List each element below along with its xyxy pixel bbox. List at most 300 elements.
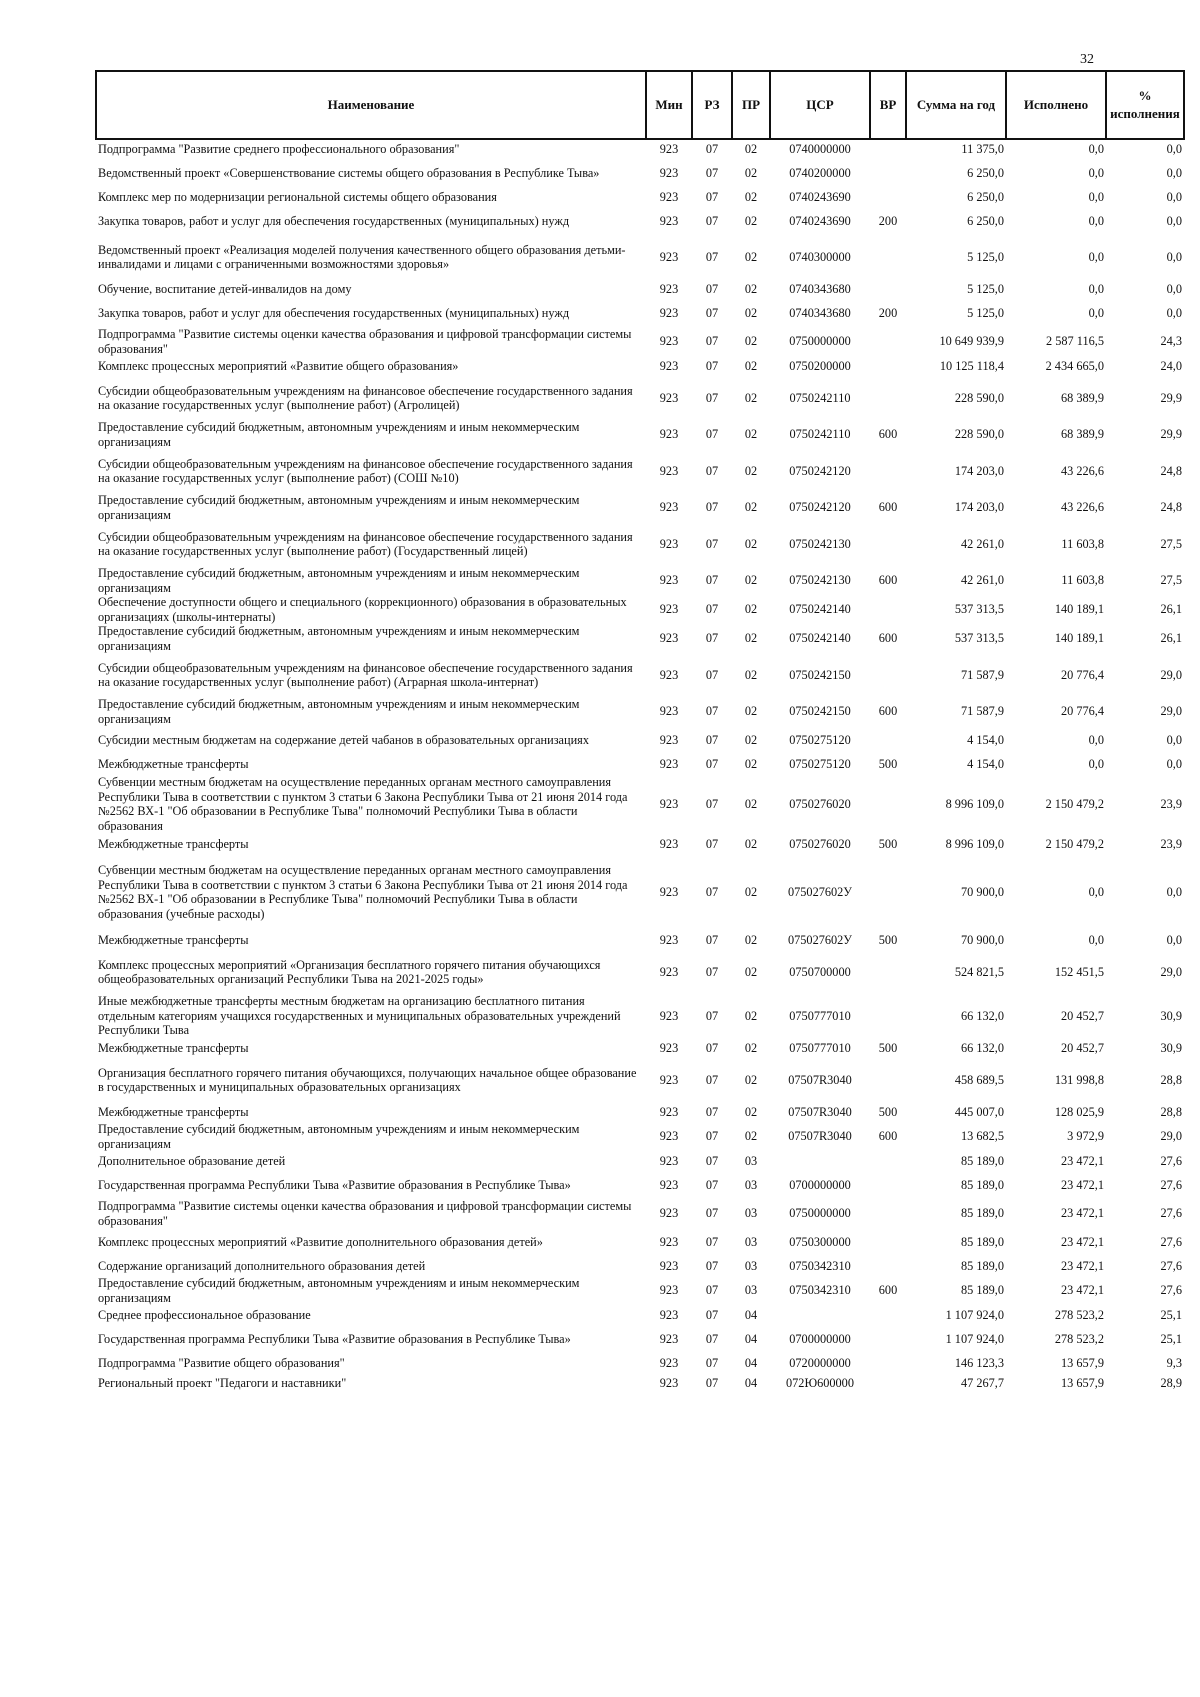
- cell-done: 43 226,6: [1060, 463, 1104, 478]
- cell-pct: 27,5: [1160, 536, 1182, 551]
- cell-pr: 03: [744, 1206, 758, 1221]
- cell-done: 20 776,4: [1060, 704, 1104, 719]
- cell-sum: 71 587,9: [960, 704, 1004, 719]
- cell-pr: 02: [744, 932, 758, 947]
- cell-vr: [870, 1058, 906, 1102]
- cell-pct: 29,0: [1160, 667, 1182, 682]
- cell-done: 0,0: [1088, 884, 1104, 899]
- cell-pct: 26,1: [1160, 602, 1182, 617]
- cell-pct: 26,1: [1160, 631, 1182, 646]
- cell-min: 923: [659, 189, 679, 204]
- cell-vr: 500: [878, 756, 898, 771]
- table-row: [96, 774, 1184, 834]
- cell-pct: 27,5: [1160, 573, 1182, 588]
- cell-pr: 02: [744, 836, 758, 851]
- cell-rz: 07: [705, 189, 719, 204]
- table-row: [96, 1199, 1184, 1228]
- table-row: [96, 327, 1184, 356]
- cell-pct: 30,9: [1160, 1040, 1182, 1055]
- cell-pct: 0,0: [1166, 884, 1182, 899]
- cell-min: 923: [659, 1355, 679, 1370]
- cell-pr: 02: [744, 1008, 758, 1023]
- cell-done: 128 025,9: [1054, 1104, 1104, 1119]
- cell-csr: 0750275120: [789, 756, 851, 771]
- cell-vr: [870, 1151, 906, 1171]
- cell-rz: 07: [705, 1008, 719, 1023]
- cell-rz: 07: [705, 165, 719, 180]
- table-row: [96, 235, 1184, 279]
- table-row: [96, 420, 1184, 449]
- cell-vr: [870, 376, 906, 420]
- cell-pr: 02: [744, 602, 758, 617]
- cell-min: 923: [659, 1375, 679, 1390]
- cell-min: 923: [659, 427, 679, 442]
- cell-name: Предоставление субсидий бюджетным, автономным учреждениям и иным некоммерческим организациям: [98, 566, 580, 595]
- cell-min: 923: [659, 884, 679, 899]
- cell-min: 923: [659, 500, 679, 515]
- cell-pr: 02: [744, 1040, 758, 1055]
- cell-sum: 85 189,0: [960, 1153, 1004, 1168]
- cell-vr: [870, 1373, 906, 1393]
- cell-min: 923: [659, 165, 679, 180]
- cell-csr: 0750242140: [789, 631, 851, 646]
- cell-done: 278 523,2: [1054, 1331, 1104, 1346]
- cell-pct: 23,9: [1160, 796, 1182, 811]
- cell-sum: 537 313,5: [954, 602, 1004, 617]
- cell-pct: 29,9: [1160, 390, 1182, 405]
- cell-pr: 02: [744, 463, 758, 478]
- cell-rz: 07: [705, 213, 719, 228]
- cell-min: 923: [659, 1258, 679, 1273]
- table-header-row: [96, 71, 1184, 139]
- cell-name: Субсидии местным бюджетам на содержание детей чабанов в образовательных организациях: [98, 732, 589, 747]
- cell-name: Подпрограмма "Развитие системы оценки качества образования и цифровой трансформации системы образования": [98, 327, 632, 356]
- cell-pct: 28,8: [1160, 1104, 1182, 1119]
- cell-csr: 0750242120: [789, 463, 851, 478]
- cell-rz: 07: [705, 142, 719, 157]
- cell-pct: 0,0: [1166, 165, 1182, 180]
- cell-rz: 07: [705, 602, 719, 617]
- cell-done: 2 587 116,5: [1046, 334, 1104, 349]
- cell-vr: 600: [878, 1129, 898, 1144]
- cell-sum: 85 189,0: [960, 1234, 1004, 1249]
- table-row: [96, 653, 1184, 697]
- cell-vr: [870, 726, 906, 754]
- cell-csr: 0750242150: [789, 704, 851, 719]
- cell-pct: 27,6: [1160, 1234, 1182, 1249]
- cell-pr: 02: [744, 142, 758, 157]
- cell-done: 23 472,1: [1060, 1206, 1104, 1221]
- cell-rz: 07: [705, 1283, 719, 1298]
- cell-rz: 07: [705, 358, 719, 373]
- cell-csr: 0750242120: [789, 500, 851, 515]
- cell-rz: 07: [705, 704, 719, 719]
- cell-min: 923: [659, 796, 679, 811]
- cell-name: Предоставление субсидий бюджетным, автономным учреждениям и иным некоммерческим организациям: [98, 1276, 580, 1305]
- table-row: [96, 1373, 1184, 1393]
- cell-csr: [770, 1305, 870, 1325]
- cell-sum: 1 107 924,0: [945, 1307, 1004, 1322]
- cell-pct: 30,9: [1160, 1008, 1182, 1023]
- cell-csr: 0740343680: [789, 305, 851, 320]
- cell-min: 923: [659, 142, 679, 157]
- cell-done: 2 150 479,2: [1045, 796, 1104, 811]
- cell-vr: 600: [878, 427, 898, 442]
- cell-rz: 07: [705, 1072, 719, 1087]
- cell-vr: 600: [878, 500, 898, 515]
- cell-min: 923: [659, 1177, 679, 1192]
- cell-done: 11 603,8: [1061, 573, 1104, 588]
- table-row: [96, 854, 1184, 930]
- cell-rz: 07: [705, 1129, 719, 1144]
- cell-pct: 24,8: [1160, 500, 1182, 515]
- cell-vr: 600: [878, 704, 898, 719]
- table-row: [96, 299, 1184, 327]
- cell-done: 278 523,2: [1054, 1307, 1104, 1322]
- table-row: [96, 1256, 1184, 1276]
- cell-pr: 02: [744, 667, 758, 682]
- cell-csr: 0750000000: [789, 334, 851, 349]
- cell-min: 923: [659, 390, 679, 405]
- cell-rz: 07: [705, 756, 719, 771]
- cell-pr: 03: [744, 1234, 758, 1249]
- cell-vr: [870, 356, 906, 376]
- cell-name: Предоставление субсидий бюджетным, автономным учреждениям и иным некоммерческим организациям: [98, 420, 580, 449]
- cell-csr: 0750275120: [789, 732, 851, 747]
- cell-pr: 02: [744, 427, 758, 442]
- cell-pr: 02: [744, 1129, 758, 1144]
- cell-name: Субсидии общеобразовательным учреждениям на финансовое обеспечение государственного задания на оказание государственных услуг (выполнение работ) (Государственный лицей): [98, 529, 633, 558]
- cell-pr: 02: [744, 964, 758, 979]
- cell-name: Региональный проект "Педагоги и наставники": [98, 1375, 347, 1390]
- cell-csr: 0700000000: [789, 1177, 851, 1192]
- table-row: [96, 930, 1184, 950]
- cell-pr: 02: [744, 358, 758, 373]
- cell-sum: 8 996 109,0: [945, 836, 1004, 851]
- table-row: [96, 595, 1184, 624]
- cell-min: 923: [659, 358, 679, 373]
- cell-done: 0,0: [1088, 732, 1104, 747]
- cell-rz: 07: [705, 932, 719, 947]
- table-row: [96, 522, 1184, 566]
- cell-pct: 0,0: [1166, 932, 1182, 947]
- cell-done: 0,0: [1088, 249, 1104, 264]
- cell-pct: 25,1: [1160, 1331, 1182, 1346]
- cell-vr: 500: [878, 1040, 898, 1055]
- cell-pr: 04: [744, 1307, 758, 1322]
- cell-pct: 24,0: [1160, 358, 1182, 373]
- cell-name: Межбюджетные трансферты: [98, 1040, 249, 1055]
- cell-done: 23 472,1: [1060, 1234, 1104, 1249]
- table-row: [96, 1228, 1184, 1256]
- table-row: [96, 1325, 1184, 1353]
- table-row: [96, 566, 1184, 595]
- cell-sum: 66 132,0: [960, 1040, 1004, 1055]
- cell-sum: 47 267,7: [960, 1375, 1004, 1390]
- cell-rz: 07: [705, 536, 719, 551]
- cell-csr: [770, 1151, 870, 1171]
- cell-name: Субсидии общеобразовательным учреждениям на финансовое обеспечение государственного задания на оказание государственных услуг (выполнение работ) (СОШ №10): [98, 456, 633, 485]
- cell-done: 2 434 665,0: [1045, 358, 1104, 373]
- cell-csr: 0750242130: [789, 573, 851, 588]
- cell-name: Комплекс процессных мероприятий «Развитие дополнительного образования детей»: [98, 1234, 543, 1249]
- table-row: [96, 1058, 1184, 1102]
- cell-done: 68 389,9: [1060, 390, 1104, 405]
- cell-rz: 07: [705, 249, 719, 264]
- cell-rz: 07: [705, 1153, 719, 1168]
- cell-min: 923: [659, 573, 679, 588]
- cell-name: Субсидии общеобразовательным учреждениям на финансовое обеспечение государственного задания на оказание государственных услуг (выполнение работ) (Агролицей): [98, 383, 633, 412]
- cell-pct: 0,0: [1166, 305, 1182, 320]
- cell-vr: [870, 854, 906, 930]
- cell-vr: 600: [878, 573, 898, 588]
- table-row: [96, 726, 1184, 754]
- cell-pr: 02: [744, 756, 758, 771]
- cell-sum: 71 587,9: [960, 667, 1004, 682]
- cell-sum: 10 649 939,9: [939, 334, 1004, 349]
- cell-csr: 0750242110: [789, 390, 851, 405]
- cell-sum: 524 821,5: [954, 964, 1004, 979]
- cell-csr: 075027602У: [787, 884, 853, 899]
- cell-rz: 07: [705, 1104, 719, 1119]
- cell-pr: 02: [744, 1104, 758, 1119]
- cell-csr: 0750000000: [789, 1206, 851, 1221]
- cell-sum: 228 590,0: [954, 427, 1004, 442]
- cell-vr: [870, 1325, 906, 1353]
- cell-vr: [870, 1228, 906, 1256]
- cell-sum: 85 189,0: [960, 1258, 1004, 1273]
- cell-done: 0,0: [1088, 305, 1104, 320]
- cell-pr: 02: [744, 281, 758, 296]
- cell-csr: 0750300000: [789, 1234, 851, 1249]
- col-header-min: Мин: [646, 71, 692, 139]
- cell-min: 923: [659, 1307, 679, 1322]
- cell-vr: [870, 449, 906, 493]
- cell-pr: 03: [744, 1177, 758, 1192]
- cell-pr: 02: [744, 704, 758, 719]
- cell-rz: 07: [705, 631, 719, 646]
- cell-rz: 07: [705, 1375, 719, 1390]
- table-row: [96, 356, 1184, 376]
- cell-rz: 07: [705, 1040, 719, 1055]
- table-row: [96, 139, 1184, 159]
- cell-sum: 5 125,0: [967, 305, 1004, 320]
- cell-done: 140 189,1: [1054, 602, 1104, 617]
- cell-min: 923: [659, 1072, 679, 1087]
- cell-done: 23 472,1: [1060, 1153, 1104, 1168]
- cell-min: 923: [659, 1153, 679, 1168]
- cell-csr: 075027602У: [787, 932, 853, 947]
- cell-done: 140 189,1: [1054, 631, 1104, 646]
- cell-sum: 42 261,0: [960, 536, 1004, 551]
- cell-pct: 25,1: [1160, 1307, 1182, 1322]
- cell-sum: 445 007,0: [954, 1104, 1004, 1119]
- cell-sum: 13 682,5: [960, 1129, 1004, 1144]
- cell-done: 23 472,1: [1060, 1177, 1104, 1192]
- cell-name: Организация бесплатного горячего питания обучающихся, получающих начальное общее образование в государственных и муниципальных образовательных организациях: [98, 1065, 637, 1094]
- cell-rz: 07: [705, 427, 719, 442]
- cell-pr: 02: [744, 796, 758, 811]
- cell-vr: 200: [878, 213, 898, 228]
- cell-csr: 07507R3040: [788, 1072, 852, 1087]
- cell-min: 923: [659, 213, 679, 228]
- cell-vr: [870, 235, 906, 279]
- cell-csr: 0740243690: [789, 189, 851, 204]
- cell-pr: 02: [744, 1072, 758, 1087]
- cell-vr: [870, 774, 906, 834]
- cell-vr: [870, 1256, 906, 1276]
- cell-pr: 02: [744, 189, 758, 204]
- cell-sum: 10 125 118,4: [939, 358, 1004, 373]
- cell-name: Межбюджетные трансферты: [98, 1104, 249, 1119]
- cell-pct: 0,0: [1166, 249, 1182, 264]
- cell-name: Иные межбюджетные трансферты местным бюджетам на организацию бесплатного питания отдельным категориям учащихся государственных и муниципальных образовательных учреждений Республики Тыва: [98, 994, 621, 1038]
- cell-csr: 0740200000: [789, 165, 851, 180]
- cell-sum: 85 189,0: [960, 1283, 1004, 1298]
- cell-csr: 0750200000: [789, 358, 851, 373]
- cell-sum: 228 590,0: [954, 390, 1004, 405]
- cell-csr: 0750276020: [789, 796, 851, 811]
- cell-sum: 174 203,0: [954, 500, 1004, 515]
- table-row: [96, 624, 1184, 653]
- cell-name: Обеспечение доступности общего и специального (коррекционного) образования в образовательных организациях (школы-интернаты): [98, 595, 627, 624]
- cell-pct: 29,9: [1160, 427, 1182, 442]
- cell-name: Государственная программа Республики Тыва «Развитие образования в Республике Тыва»: [98, 1177, 571, 1192]
- cell-sum: 66 132,0: [960, 1008, 1004, 1023]
- cell-csr: 0740343680: [789, 281, 851, 296]
- cell-vr: [870, 595, 906, 624]
- cell-pct: 24,8: [1160, 463, 1182, 478]
- cell-min: 923: [659, 602, 679, 617]
- cell-min: 923: [659, 1283, 679, 1298]
- cell-min: 923: [659, 1008, 679, 1023]
- cell-name: Подпрограмма "Развитие общего образования": [98, 1355, 345, 1370]
- cell-sum: 4 154,0: [967, 732, 1004, 747]
- cell-done: 152 451,5: [1054, 964, 1104, 979]
- cell-sum: 174 203,0: [954, 463, 1004, 478]
- cell-min: 923: [659, 1129, 679, 1144]
- cell-vr: 500: [878, 932, 898, 947]
- cell-rz: 07: [705, 884, 719, 899]
- cell-vr: 500: [878, 1104, 898, 1119]
- cell-vr: [870, 1353, 906, 1373]
- cell-name: Дополнительное образование детей: [98, 1153, 286, 1168]
- cell-sum: 6 250,0: [967, 213, 1004, 228]
- cell-csr: 0750342310: [789, 1283, 851, 1298]
- cell-csr: 0720000000: [789, 1355, 851, 1370]
- cell-pr: 02: [744, 573, 758, 588]
- cell-sum: 70 900,0: [960, 932, 1004, 947]
- cell-csr: 0750242130: [789, 536, 851, 551]
- cell-pct: 0,0: [1166, 213, 1182, 228]
- cell-min: 923: [659, 305, 679, 320]
- cell-done: 11 603,8: [1061, 536, 1104, 551]
- cell-done: 0,0: [1088, 165, 1104, 180]
- cell-pr: 04: [744, 1375, 758, 1390]
- cell-done: 20 776,4: [1060, 667, 1104, 682]
- cell-name: Подпрограмма "Развитие системы оценки качества образования и цифровой трансформации системы образования": [98, 1199, 632, 1228]
- cell-done: 20 452,7: [1060, 1040, 1104, 1055]
- cell-pr: 02: [744, 631, 758, 646]
- cell-rz: 07: [705, 836, 719, 851]
- cell-sum: 70 900,0: [960, 884, 1004, 899]
- cell-pr: 03: [744, 1153, 758, 1168]
- cell-sum: 5 125,0: [967, 281, 1004, 296]
- cell-pct: 29,0: [1160, 1129, 1182, 1144]
- cell-rz: 07: [705, 1258, 719, 1273]
- table-row: [96, 449, 1184, 493]
- table-row: [96, 376, 1184, 420]
- cell-pr: 02: [744, 732, 758, 747]
- table-row: [96, 754, 1184, 774]
- page-number: 32: [1080, 52, 1094, 67]
- cell-done: 0,0: [1088, 756, 1104, 771]
- cell-done: 3 972,9: [1067, 1129, 1104, 1144]
- table-row: [96, 697, 1184, 726]
- cell-min: 923: [659, 1040, 679, 1055]
- cell-csr: 07507R3040: [788, 1104, 852, 1119]
- cell-pct: 28,9: [1160, 1375, 1182, 1390]
- cell-pr: 02: [744, 305, 758, 320]
- cell-min: 923: [659, 631, 679, 646]
- cell-pr: 02: [744, 884, 758, 899]
- cell-pct: 0,0: [1166, 142, 1182, 157]
- cell-min: 923: [659, 1234, 679, 1249]
- table-row: [96, 1038, 1184, 1058]
- cell-rz: 07: [705, 334, 719, 349]
- cell-min: 923: [659, 463, 679, 478]
- col-header-csr: ЦСР: [770, 71, 870, 139]
- col-header-pr: ПР: [732, 71, 770, 139]
- cell-vr: 500: [878, 836, 898, 851]
- cell-vr: [870, 159, 906, 187]
- table-row: [96, 207, 1184, 235]
- table-row: [96, 994, 1184, 1038]
- cell-csr: 0700000000: [789, 1331, 851, 1346]
- cell-sum: 1 107 924,0: [945, 1331, 1004, 1346]
- cell-pr: 02: [744, 536, 758, 551]
- table-row: [96, 187, 1184, 207]
- cell-min: 923: [659, 732, 679, 747]
- cell-pct: 27,6: [1160, 1177, 1182, 1192]
- table-row: [96, 950, 1184, 994]
- cell-vr: [870, 950, 906, 994]
- cell-min: 923: [659, 281, 679, 296]
- cell-pct: 9,3: [1166, 1355, 1182, 1370]
- cell-csr: 0750342310: [789, 1258, 851, 1273]
- cell-done: 23 472,1: [1060, 1258, 1104, 1273]
- cell-vr: [870, 139, 906, 159]
- cell-pr: 02: [744, 213, 758, 228]
- budget-table: [95, 70, 1185, 1393]
- cell-vr: [870, 1305, 906, 1325]
- cell-rz: 07: [705, 1206, 719, 1221]
- cell-sum: 5 125,0: [967, 249, 1004, 264]
- cell-name: Обучение, воспитание детей-инвалидов на дому: [98, 281, 352, 296]
- cell-csr: 0750777010: [789, 1008, 851, 1023]
- cell-name: Предоставление субсидий бюджетным, автономным учреждениям и иным некоммерческим организациям: [98, 493, 580, 522]
- col-header-vr: ВР: [870, 71, 906, 139]
- cell-vr: [870, 994, 906, 1038]
- table-row: [96, 1353, 1184, 1373]
- table-row: [96, 1305, 1184, 1325]
- cell-done: 0,0: [1088, 142, 1104, 157]
- table-row: [96, 1151, 1184, 1171]
- cell-pr: 04: [744, 1355, 758, 1370]
- cell-rz: 07: [705, 573, 719, 588]
- table-row: [96, 279, 1184, 299]
- cell-rz: 07: [705, 305, 719, 320]
